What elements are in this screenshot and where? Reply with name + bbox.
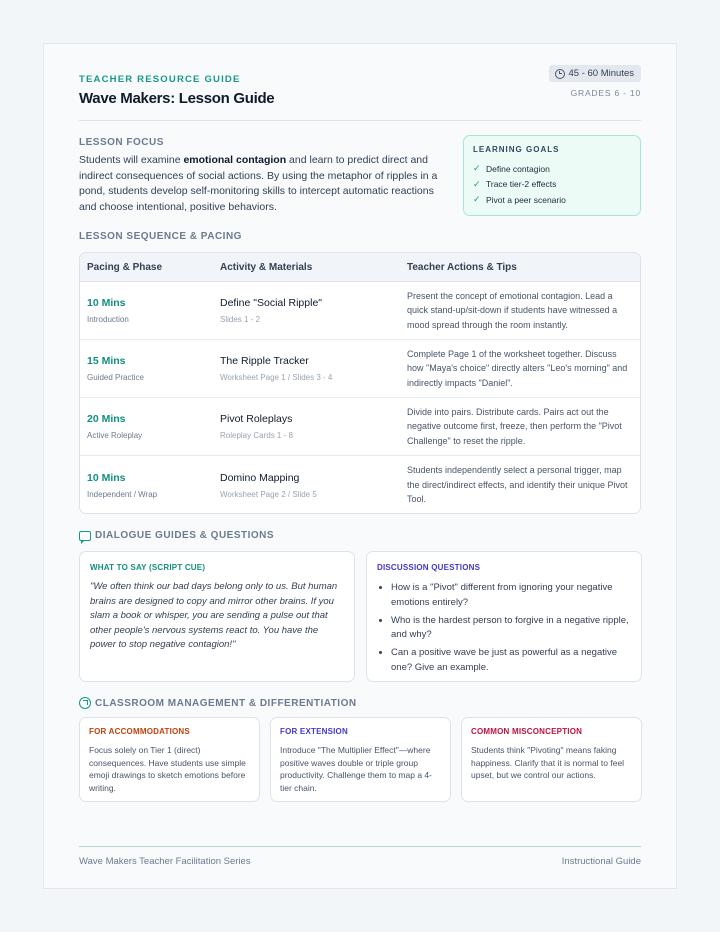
teacher-tip: Present the concept of emotional contagion. Lead a quick stand-up/sit-down if students have witnessed a mood spread through the room instantly.: [407, 290, 618, 330]
learning-goals-box: [463, 135, 641, 216]
time-badge: [549, 65, 641, 82]
chat-bubble-icon: [79, 531, 91, 541]
compass-icon: [79, 697, 91, 709]
document-page: [43, 43, 677, 889]
clock-icon: [555, 69, 565, 79]
script-cue-card: [79, 551, 355, 682]
activity-title: Domino Mapping: [220, 471, 300, 484]
discussion-questions-card: [366, 551, 642, 682]
pace-value: 10 Mins: [87, 471, 126, 484]
phase-label: Independent / Wrap: [87, 489, 158, 499]
script-cue-label: WHAT TO SAY (SCRIPT CUE): [90, 563, 206, 572]
page-title: Wave Makers: Lesson Guide: [79, 90, 275, 107]
accommodations-text: Focus solely on Tier 1 (direct) consequences. Have students use simple emoji drawings to sketch emotions before writing.: [89, 745, 246, 794]
misconception-text: Students think "Pivoting" means faking happiness. Clarify that it is normal to feel upset, but we control our actions.: [471, 745, 625, 781]
extension-text: Introduce "The Multiplier Effect"—where positive waves double or triple group productivity. Challenge them to map a 4-tier chain.: [280, 745, 432, 794]
sequence-heading: LESSON SEQUENCE & PACING: [79, 231, 242, 242]
question-item: • How is a "Pivot" different from ignoring your negative emotions entirely?: [391, 581, 631, 610]
check-icon: ✓: [473, 178, 481, 189]
question-item: • Who is the hardest person to forgive in a negative ripple, and why?: [391, 614, 631, 643]
accommodations-label: FOR ACCOMMODATIONS: [89, 727, 190, 736]
phase-label: Introduction: [87, 315, 129, 324]
misconception-card: [461, 717, 642, 802]
dialogue-heading: DIALOGUE GUIDES & QUESTIONS: [79, 530, 274, 541]
header-divider: [79, 120, 641, 121]
learning-goals-heading: LEARNING GOALS: [473, 145, 560, 154]
misconception-label: COMMON MISCONCEPTION: [471, 727, 583, 736]
accommodations-card: [79, 717, 260, 802]
script-cue-text: "We often think our bad days belong only to us. But human brains are designed to copy and mirror other brains. If you slam a book or whisper, you are sending a pulse out that other people's nervous systems react to. You have the power to stop negative contagion!": [90, 581, 338, 650]
materials-label: Slides 1 - 2: [220, 315, 261, 324]
table-row: [80, 456, 640, 514]
phase-label: Active Roleplay: [87, 431, 143, 440]
question-item: • Can a positive wave be just as powerful as a negative one? Give an example.: [391, 646, 631, 675]
column-header: Activity & Materials: [220, 261, 313, 273]
pace-value: 15 Mins: [87, 355, 126, 367]
teacher-tip: Complete Page 1 of the worksheet together. Discuss how "Maya's choice" directly alters "Leo's morning" and indirectly impacts "Daniel".: [407, 348, 628, 388]
activity-title: The Ripple Tracker: [220, 355, 309, 367]
footer-type: Instructional Guide: [561, 856, 641, 867]
table-row: [80, 340, 640, 398]
table-row: [80, 282, 640, 340]
activity-title: Define "Social Ripple": [220, 297, 323, 309]
teacher-tip: Divide into pairs. Distribute cards. Pairs act out the negative outcome first, freeze, then perform the "Pivot Challenge" to reset the ripple.: [407, 406, 622, 446]
table-row: [80, 398, 640, 456]
lesson-focus-heading: LESSON FOCUS: [79, 137, 164, 148]
pace-value: 10 Mins: [87, 297, 126, 309]
grades-label: GRADES 6 - 10: [570, 88, 641, 98]
management-heading: CLASSROOM MANAGEMENT & DIFFERENTIATION: [79, 697, 357, 709]
footer-series: Wave Makers Teacher Facilitation Series: [79, 856, 251, 867]
check-icon: ✓: [473, 194, 481, 205]
materials-label: Worksheet Page 2 / Slide 5: [220, 489, 317, 499]
footer-divider: [79, 846, 641, 847]
sequence-table: [79, 252, 641, 514]
column-header: Teacher Actions & Tips: [407, 261, 517, 273]
eyebrow-label: TEACHER RESOURCE GUIDE: [79, 74, 241, 85]
extension-card: [270, 717, 451, 802]
pace-value: 20 Mins: [87, 413, 126, 425]
materials-label: Roleplay Cards 1 - 8: [220, 431, 293, 440]
discussion-questions-label: DISCUSSION QUESTIONS: [377, 563, 481, 572]
focus-keyword: emotional contagion: [183, 154, 287, 166]
lesson-focus-text: Students will examine emotional contagion and learn to predict direct and indirect consequences of social actions. By using the metaphor of ripples in a pond, students develop self-monitoring skills to intercept automatic reactions and choose intentional, positive behaviors.: [79, 154, 438, 213]
check-icon: ✓: [473, 163, 481, 174]
goal-item: ✓ Trace tier-2 effects: [473, 178, 557, 190]
question-list: [377, 581, 631, 675]
goal-item: ✓ Pivot a peer scenario: [473, 194, 566, 205]
time-label: 45 - 60 Minutes: [568, 68, 634, 79]
phase-label: Guided Practice: [87, 373, 144, 382]
extension-label: FOR EXTENSION: [280, 727, 348, 736]
table-header: [80, 253, 640, 282]
activity-title: Pivot Roleplays: [220, 413, 293, 425]
teacher-tip: Students independently select a personal trigger, map the direct/indirect effects, and identify their unique Pivot Tool.: [407, 465, 628, 505]
goal-item: ✓ Define contagion: [473, 163, 550, 174]
column-header: Pacing & Phase: [87, 261, 163, 273]
materials-label: Worksheet Page 1 / Slides 3 - 4: [220, 373, 333, 382]
